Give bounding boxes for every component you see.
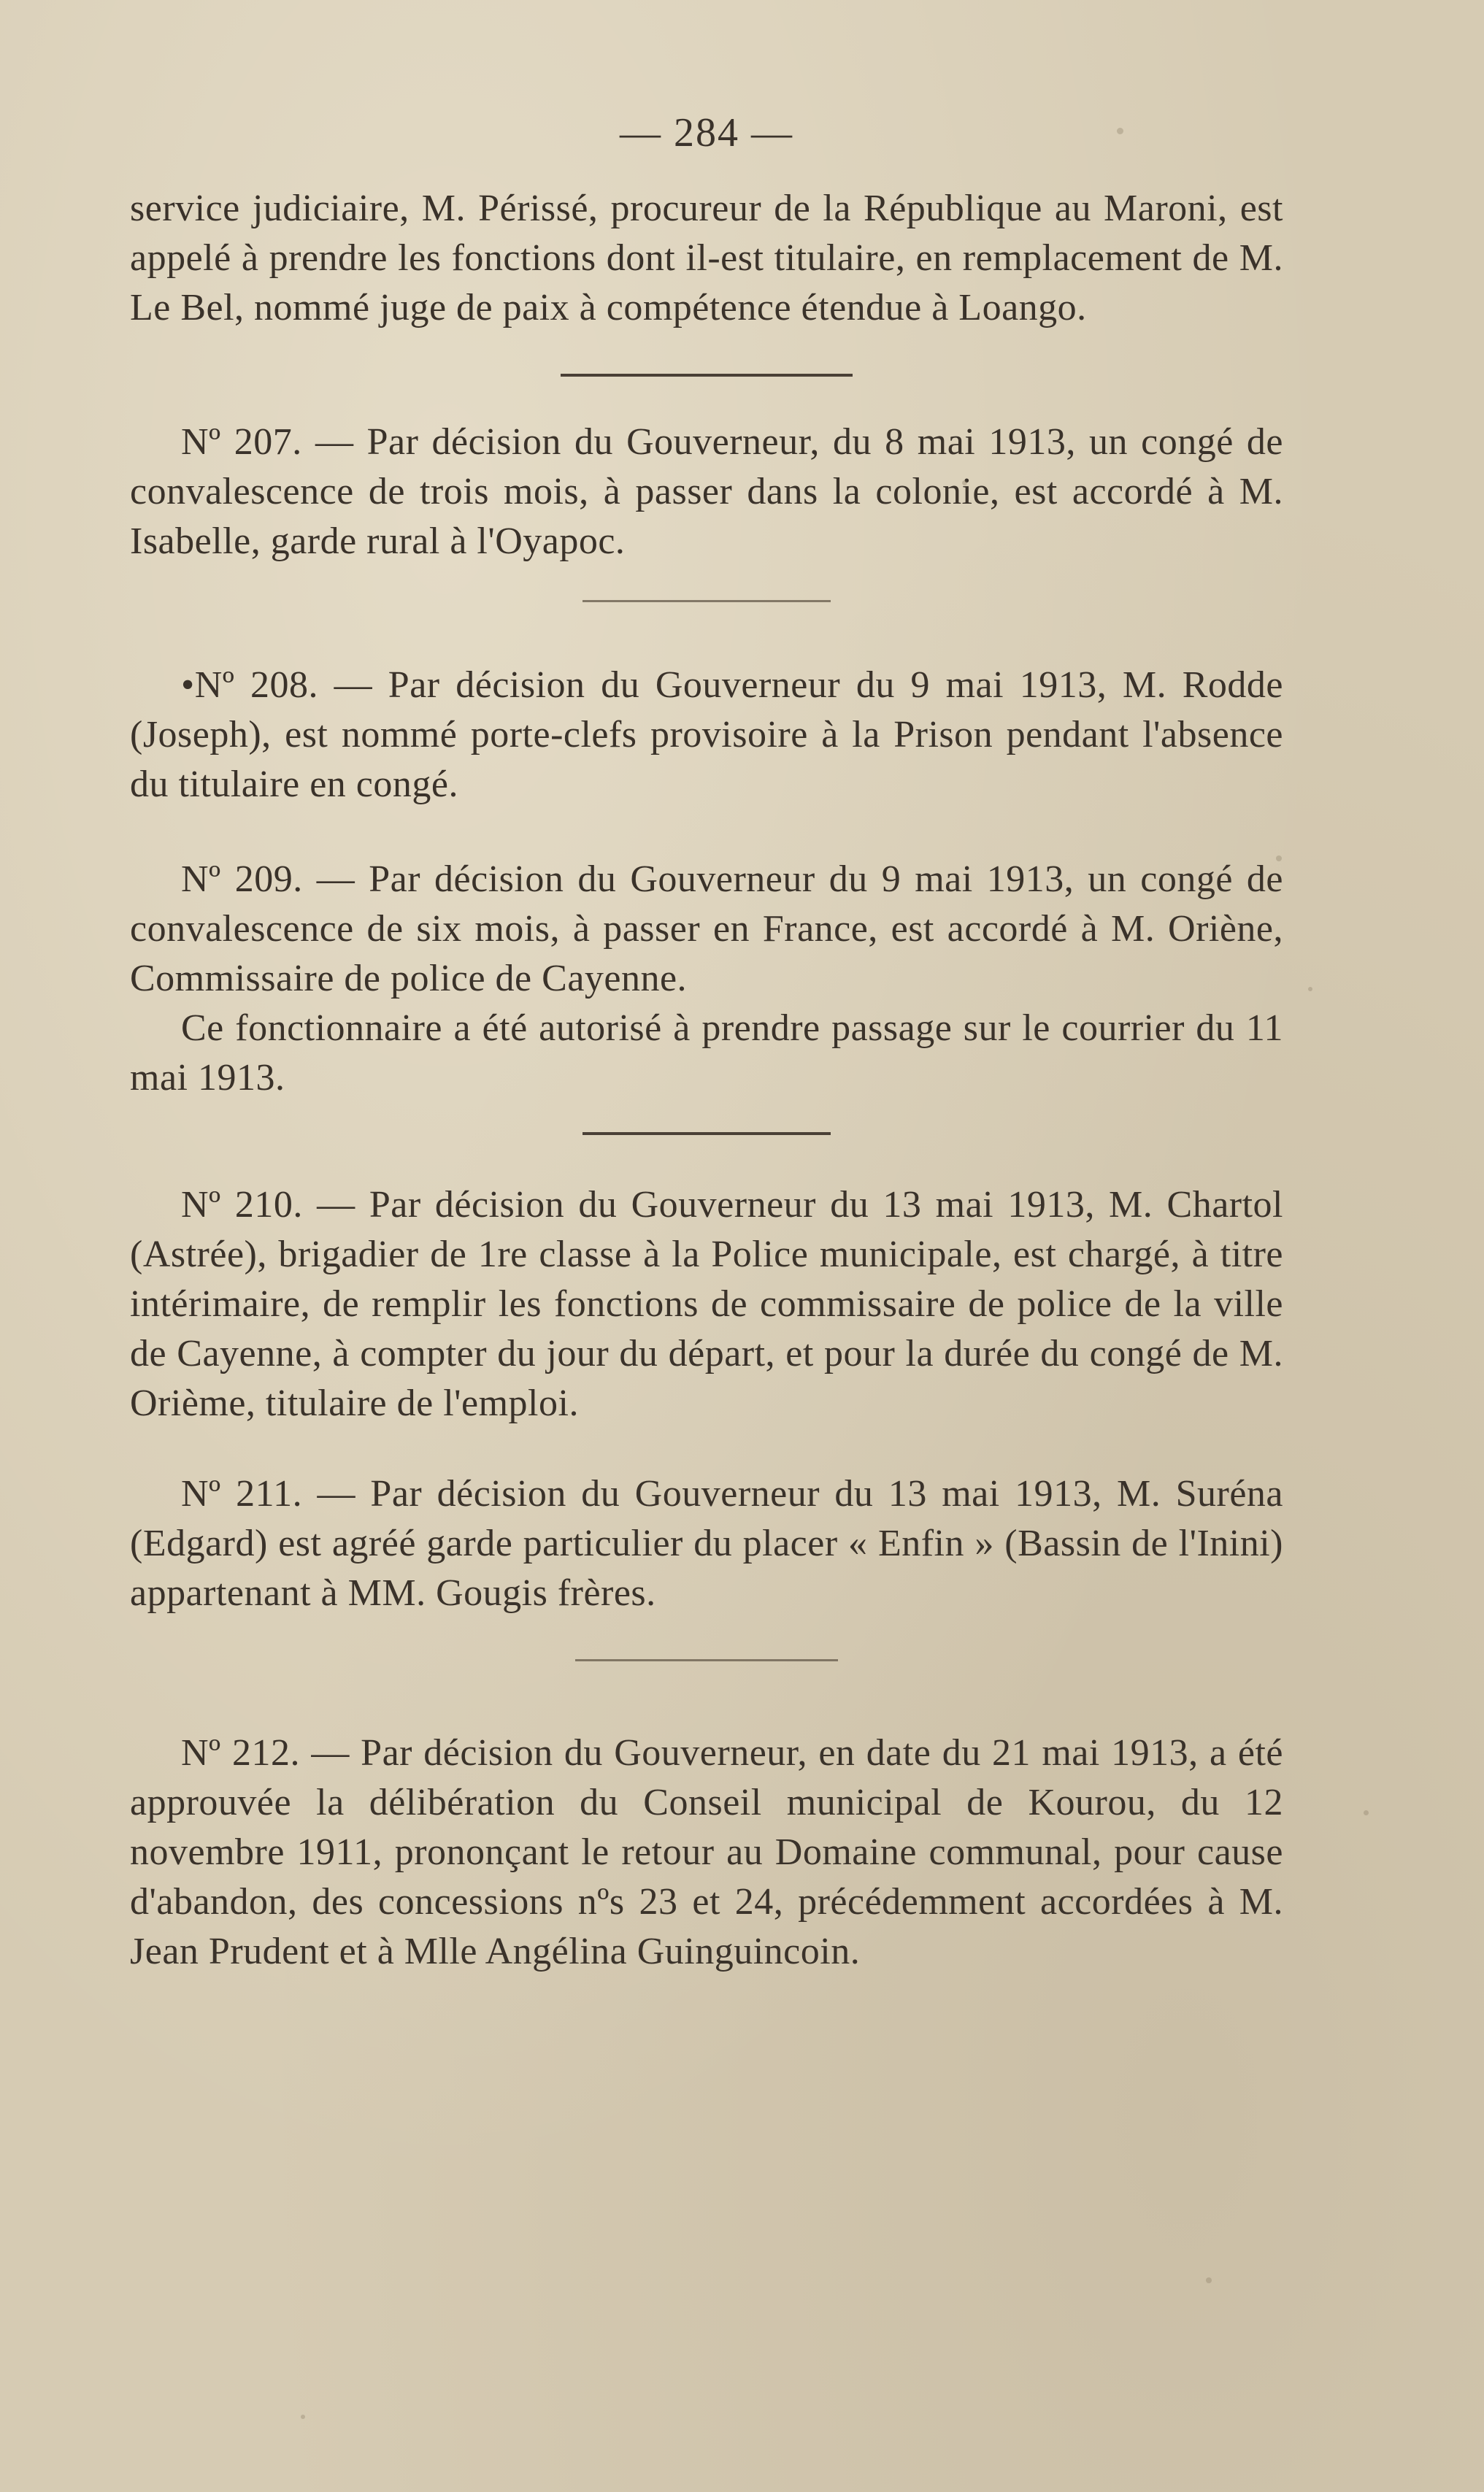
paper-speck: [301, 2415, 305, 2419]
separator-rule-4: [575, 1659, 838, 1661]
paper-speck: [1276, 855, 1282, 861]
separator-rule-3: [583, 1132, 831, 1135]
document-page: [130, 109, 1283, 1977]
separator-rule-1: [561, 374, 853, 377]
entry-207: Nº 207. — Par décision du Gouverneur, du 8 mai 1913, un congé de convalescence de trois mois, à passer dans la colonie, est accordé à M. Isabelle, garde rural à l'Oyapoc.: [130, 421, 1283, 562]
paper-speck: [1206, 2277, 1212, 2283]
page-number: — 284 —: [620, 110, 793, 155]
spacer: [130, 1428, 1283, 1469]
entry-210: Nº 210. — Par décision du Gouverneur du 13 mai 1913, M. Chartol (Astrée), brigadier de 1re classe à la Police municipale, est chargé, à titre intérimaire, de remplir les fonctions de commissaire de police de la ville de Cayenne, à compter du jour du départ, et pour la durée du congé de M. Orième, titulaire de l'emploi.: [130, 1184, 1283, 1424]
paper-speck: [1117, 128, 1123, 134]
paper-speck: [1364, 1810, 1369, 1815]
entry-209-extra: Ce fonctionnaire a été autorisé à prendre passage sur le courrier du 11 mai 1913.: [130, 1007, 1283, 1099]
intro-paragraph: service judiciaire, M. Périssé, procureur de la République au Maroni, est appelé à prendre les fonctions dont il-est titulaire, en remplacement de M. Le Bel, nommé juge de paix à compétence étendue à Loango.: [130, 188, 1283, 328]
spacer: [130, 809, 1283, 855]
separator-rule-2: [583, 600, 831, 602]
entry-212: Nº 212. — Par décision du Gouverneur, en date du 21 mai 1913, a été approuvée la délibération du Conseil municipal de Kourou, du 12 novembre 1911, prononçant le retour au Domaine communal, pour cause d'abandon, des concessions nºs 23 et 24, précédemment accordées à M. Jean Prudent et à Mlle Angélina Guinguincoin.: [130, 1732, 1283, 1972]
entry-211: Nº 211. — Par décision du Gouverneur du 13 mai 1913, M. Suréna (Edgard) est agréé garde particulier du placer « Enfin » (Bassin de l'Inini) appartenant à MM. Gougis frères.: [130, 1473, 1283, 1614]
entry-208: •Nº 208. — Par décision du Gouverneur du 9 mai 1913, M. Rodde (Joseph), est nommé porte-clefs provisoire à la Prison pendant l'absence du titulaire en congé.: [130, 664, 1283, 805]
paper-speck: [962, 480, 967, 485]
paper-speck: [1308, 987, 1312, 991]
entry-209: Nº 209. — Par décision du Gouverneur du 9 mai 1913, un congé de convalescence de six mois, à passer en France, est accordé à M. Oriène, Commissaire de police de Cayenne.: [130, 858, 1283, 999]
